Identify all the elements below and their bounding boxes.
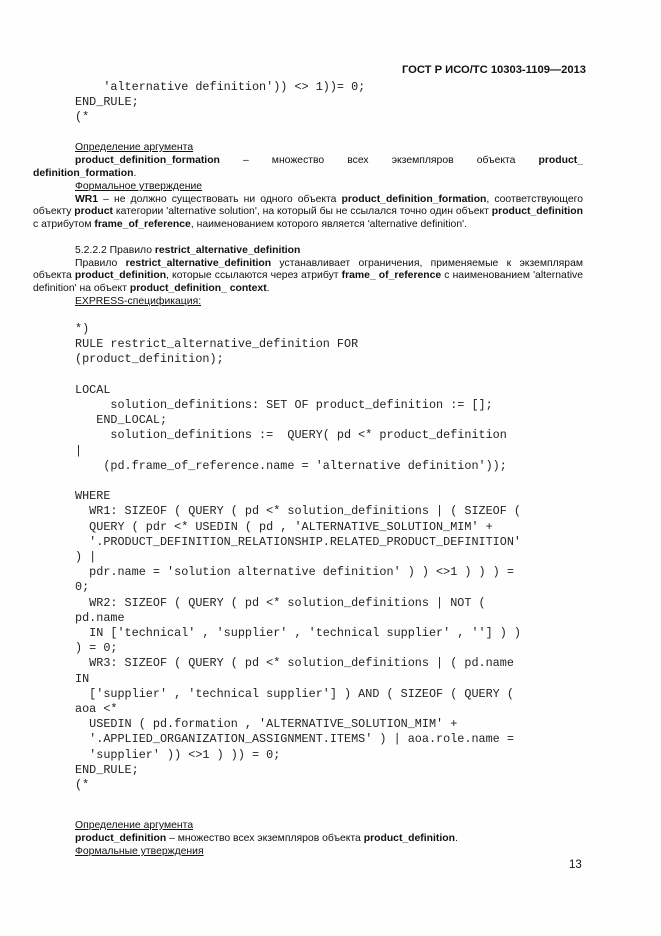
- rule-description-paragraph: Правило restrict_alternative_definition устанавливает ограничения, применяемые к экземплярам объекта product_definition, которые ссылаются через атрибут frame_ of_reference с наименованием 'alternative definition' на объект product_definition_ context.: [33, 258, 583, 294]
- wr1-paragraph: WR1 – не должно существовать ни одного объекта product_definition_formation, соответствующего объекту product категории 'alternative solution', на который бы не ссылался точно один объект product_definition с атрибутом frame_of_reference, наименованием которого является 'alternative definition'.: [33, 194, 583, 230]
- express-spec-heading: EXPRESS-спецификация:: [75, 296, 202, 307]
- argument-definition-heading: Определение аргумента: [75, 142, 194, 153]
- document-header: ГОСТ Р ИСО/ТС 10303-1109—2013: [401, 64, 586, 76]
- argument-text-1: множество: [271, 155, 325, 166]
- argument-definition-line-2: product_definition – множество всех экземпляров объекта product_definition.: [75, 833, 458, 844]
- argument-definition-heading-2: Определение аргумента: [75, 820, 194, 831]
- formal-statements-heading: Формальные утверждения: [75, 846, 204, 857]
- argument-dash: –: [242, 155, 249, 166]
- section-heading: 5.2.2.2 Правило restrict_alternative_definition: [75, 245, 301, 256]
- argument-term: product_definition_formation: [75, 155, 220, 166]
- wr1-label: WR1: [75, 194, 99, 205]
- page-number: 13: [569, 859, 582, 871]
- argument-definition-continuation: definition_formation.: [33, 168, 137, 179]
- code-block-continuation: 'alternative definition')) <> 1))= 0; END_RULE; (*: [75, 80, 366, 125]
- formal-statement-heading: Формальное утверждение: [75, 181, 203, 192]
- argument-definition-line: product_definition_formation – множество всех экземпляров объекта product_: [75, 155, 583, 166]
- express-code-block: *) RULE restrict_alternative_definition FOR (product_definition); LOCAL solution_definitions: SET OF product_definition := []; END_LOCAL; solution_definitions := QUERY( pd <* product_definition | (pd.frame_of_reference.name = 'alternative definition')); WHERE WR1: SIZEOF ( QUERY ( pd <* solution_definitions | ( SIZEOF ( QUERY ( pdr <* USEDIN ( pd , 'ALTERNATIVE_SOLUTION_MIM' + '.PRODUCT_DEFINITION_RELATIONSHIP.RELATED_PRODUCT_DEFINITION' ) | pdr.name = 'solution alternative definition' ) ) <>1 ) ) ) = 0; WR2: SIZEOF ( QUERY ( pd <* solution_definitions | NOT ( pd.name IN ['technical' , 'supplier' , 'technical supplier' , ''] ) ) ) = 0; WR3: SIZEOF ( QUERY ( pd <* solution_definitions | ( pd.name IN ['supplier' , 'technical supplier'] ) AND ( SIZEOF ( QUERY ( aoa <* USEDIN ( pd.formation , 'ALTERNATIVE_SOLUTION_MIM' + '.APPLIED_ORGANIZATION_ASSIGNMENT.ITEMS' ) | aoa.role.name = 'supplier' )) <>1 ) )) = 0; END_RULE; (*: [75, 322, 521, 793]
